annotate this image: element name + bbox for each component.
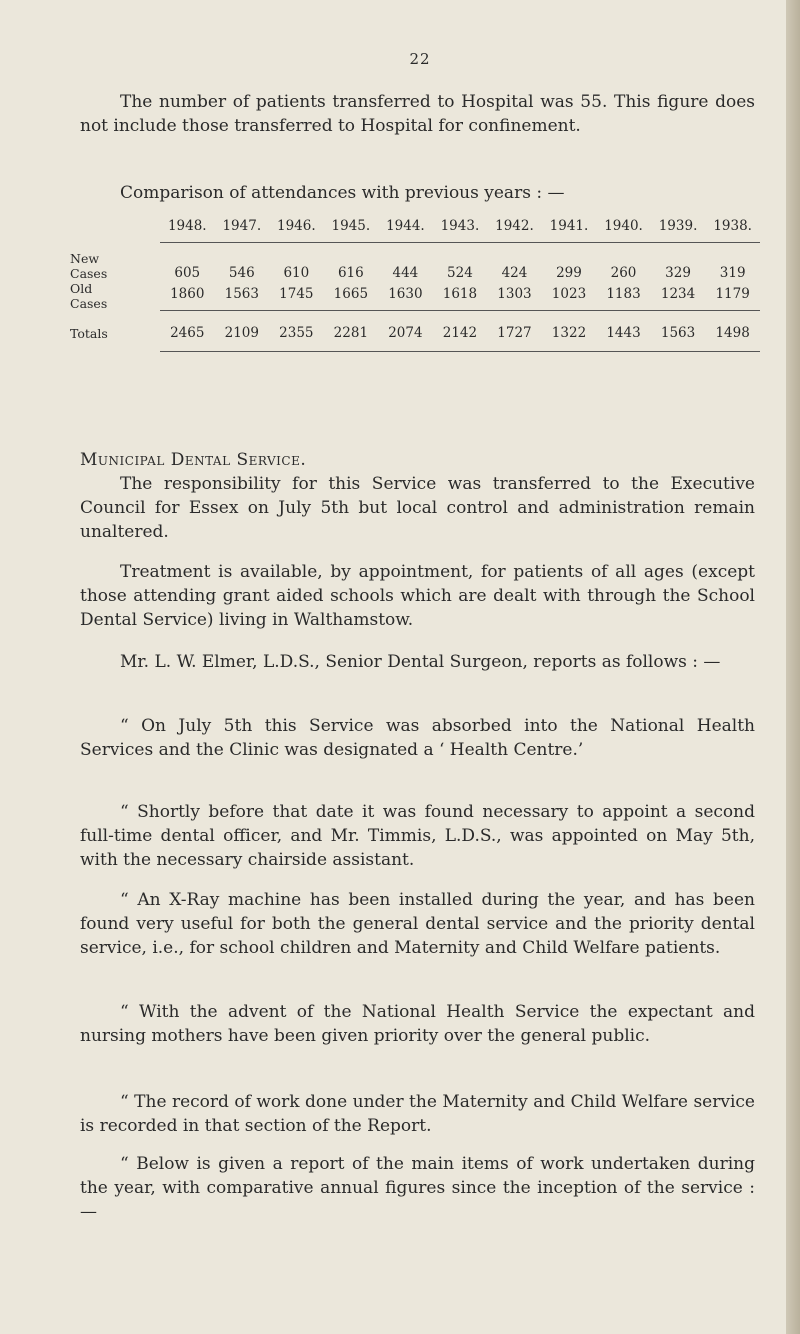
intro-paragraph: The number of patients transferred to Hospital was 55. This figure does not include those transferred to Hospital for confinement. — [80, 92, 755, 136]
table-cell: 2355 — [269, 311, 324, 352]
year-header: 1941. — [542, 218, 597, 243]
table-header-row — [70, 218, 760, 243]
table-row — [70, 243, 760, 281]
table-cell: 1563 — [651, 311, 706, 352]
row-label-line: Cases — [70, 265, 108, 281]
quote-paragraph: “ With the advent of the National Health Service the expectant and nursing mothers have been given priority over the general public. — [80, 1002, 755, 1046]
row-label — [70, 243, 160, 281]
quote-paragraph: “ Below is given a report of the main items of work undertaken during the year, with comparative annual figures since the inception of the service : — — [80, 1154, 755, 1222]
row-label-line: New — [70, 250, 100, 266]
year-header: 1943. — [433, 218, 488, 243]
table-cell: 2281 — [324, 311, 379, 352]
table-cell: 1023 — [542, 281, 597, 311]
table-cell: 1618 — [433, 281, 488, 311]
table-cell: 524 — [447, 264, 473, 281]
year-header: 1946. — [269, 218, 324, 243]
table-cell: 2465 — [160, 311, 215, 352]
table-cell: 1443 — [596, 311, 651, 352]
row-label-line: Cases — [70, 295, 108, 311]
section-heading: Municipal Dental Service. — [80, 450, 307, 470]
year-header: 1938. — [705, 218, 760, 243]
table-cell: 1183 — [596, 281, 651, 311]
table-cell: 1303 — [487, 281, 542, 311]
table-cell: 1563 — [215, 281, 270, 311]
page-edge — [786, 0, 800, 1334]
year-header: 1944. — [378, 218, 433, 243]
quote-paragraph: “ On July 5th this Service was absorbed into the National Health Services and the Clinic was designated a ‘ Health Centre.’ — [80, 716, 755, 760]
table-cell: 329 — [665, 264, 691, 281]
quote-paragraph: “ Shortly before that date it was found necessary to appoint a second full-time dental officer, and Mr. Timmis, L.D.S., was appointed on May 5th, with the necessary chairside assistant. — [80, 802, 755, 870]
table-cell: 424 — [501, 264, 528, 281]
table-cell: 1498 — [705, 311, 760, 352]
year-header: 1939. — [651, 218, 706, 243]
table-cell: 260 — [610, 264, 637, 281]
table-cell: 610 — [283, 264, 310, 281]
body-paragraph: Treatment is available, by appointment, for patients of all ages (except those attending grant aided schools which are dealt with through the School Dental Service) living in Walthamstow. — [80, 562, 755, 630]
table-cell: 546 — [228, 264, 255, 281]
table-cell: 1745 — [269, 281, 324, 311]
row-label — [70, 281, 160, 311]
table-cell: 1860 — [160, 281, 215, 311]
table-caption: Comparison of attendances with previous years : — — [120, 183, 565, 203]
year-header: 1940. — [596, 218, 651, 243]
body-paragraph: Mr. L. W. Elmer, L.D.S., Senior Dental Surgeon, reports as follows : — — [120, 652, 721, 672]
year-header: 1945. — [324, 218, 379, 243]
table-cell: 1179 — [705, 281, 760, 311]
table-cell: 299 — [556, 264, 582, 281]
table-cell: 1322 — [542, 311, 597, 352]
table-cell: 319 — [719, 264, 746, 281]
table-cell: 2142 — [433, 311, 488, 352]
table-row-totals — [70, 311, 760, 352]
table-cell: 2074 — [378, 311, 433, 352]
table-cell: 444 — [392, 264, 419, 281]
table-cell: 2109 — [215, 311, 270, 352]
table-row — [70, 281, 760, 311]
quote-paragraph: “ An X-Ray machine has been installed during the year, and has been found very useful for both the general dental service and the priority dental service, i.e., for school children and Maternity and Child Welfare patients. — [80, 890, 755, 958]
table-cell: 1630 — [378, 281, 433, 311]
header-stub — [70, 218, 160, 243]
table-cell: 1727 — [487, 311, 542, 352]
body-paragraph: The responsibility for this Service was transferred to the Executive Council for Essex on July 5th but local control and administration remain unaltered. — [80, 474, 755, 542]
year-header: 1947. — [215, 218, 270, 243]
row-label-line: Old — [70, 280, 93, 296]
table-cell: 616 — [337, 264, 364, 281]
table-cell: 1234 — [651, 281, 706, 311]
page-number: 22 — [409, 50, 431, 68]
attendance-table — [70, 218, 760, 352]
quote-paragraph: “ The record of work done under the Maternity and Child Welfare service is recorded in that section of the Report. — [80, 1092, 755, 1136]
table-cell: 1665 — [324, 281, 379, 311]
year-header: 1942. — [487, 218, 542, 243]
table-cell: 605 — [174, 264, 201, 281]
row-label: Totals — [70, 325, 108, 341]
year-header: 1948. — [160, 218, 215, 243]
